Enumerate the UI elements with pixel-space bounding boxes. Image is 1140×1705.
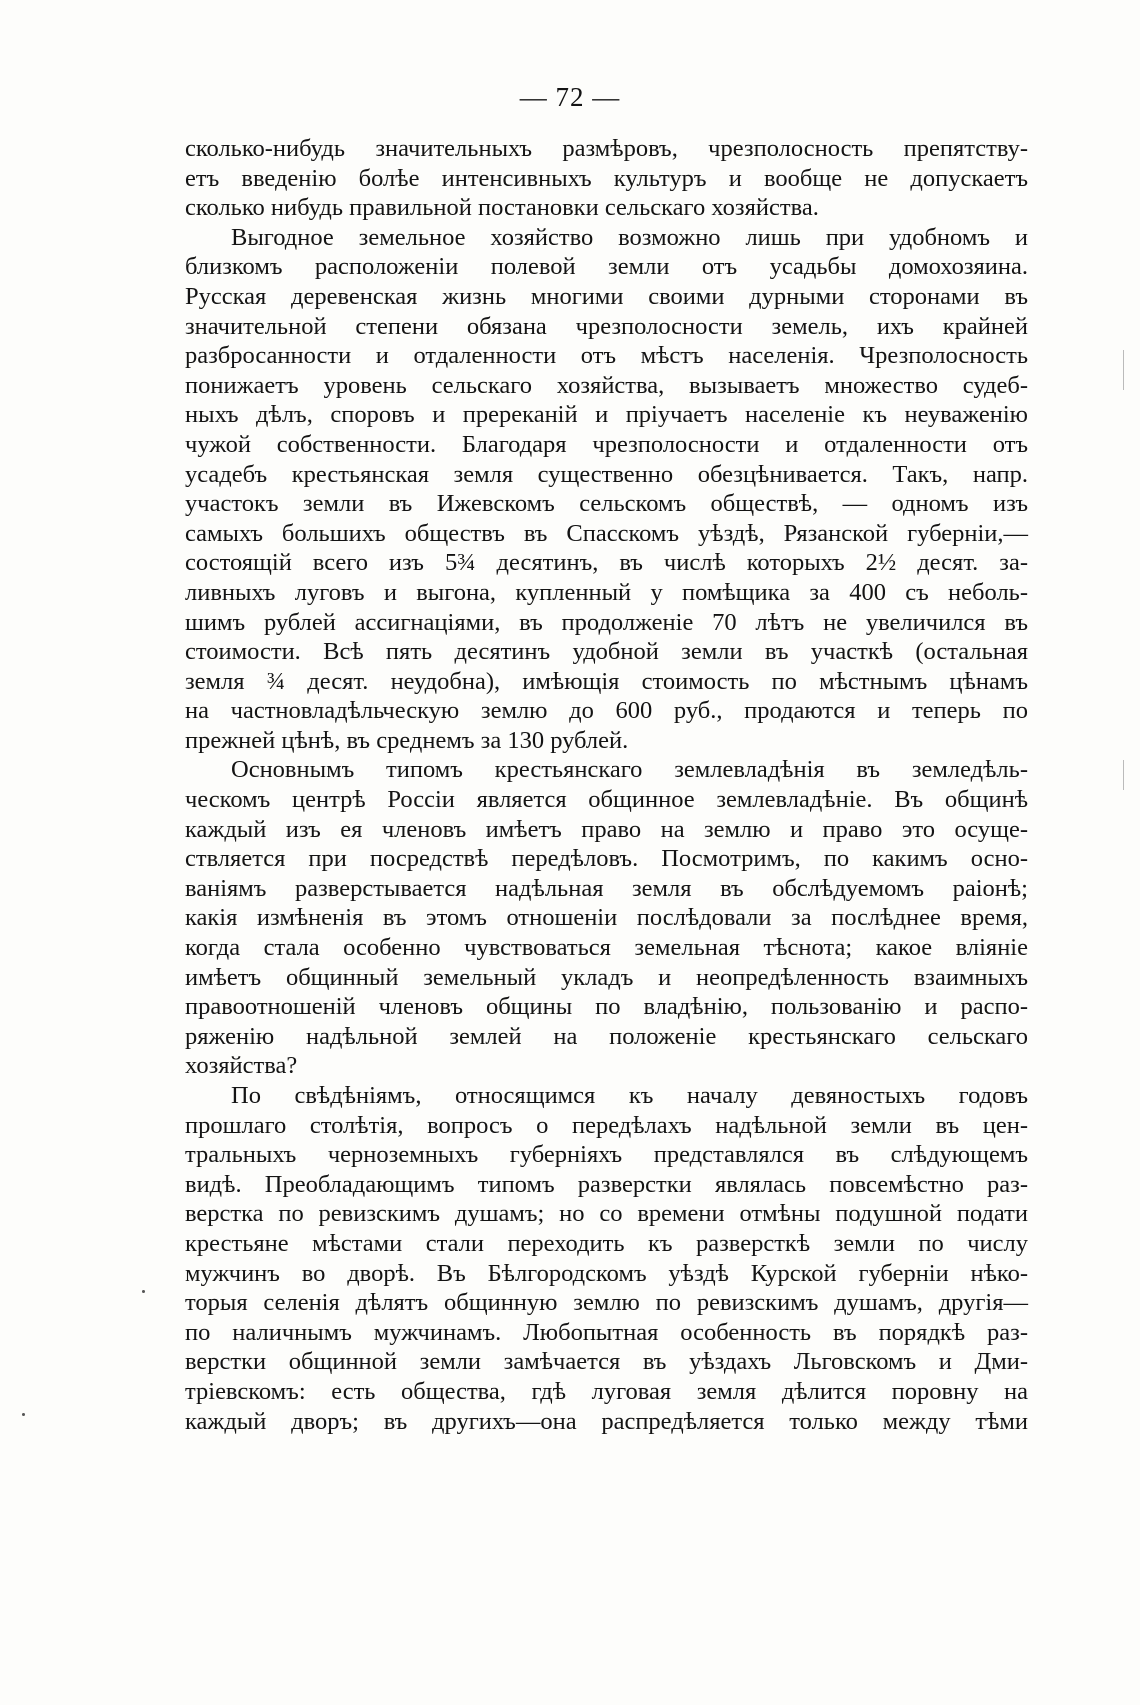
text-line: каждый дворъ; въ другихъ—она распредѣляется только между тѣми [185,1407,1028,1435]
paragraph-3 [185,755,1028,1081]
text-line: земля ¾ десят. неудобна), имѣющія стоимость по мѣстнымъ цѣнамъ [185,667,1028,695]
text-line: усадебъ крестьянская земля существенно обезцѣнивается. Такъ, напр. [185,460,1028,488]
margin-dot [22,1413,25,1416]
body-text [185,134,1028,1436]
text-line: ливныхъ луговъ и выгона, купленный у помѣщика за 400 съ неболь- [185,578,1028,606]
text-line: правоотношеній членовъ общины по владѣнію, пользованію и распо- [185,993,1028,1021]
text-line: каждый изъ ея членовъ имѣетъ право на землю и право это осуще- [185,815,1028,843]
text-line: тральныхъ черноземныхъ губерніяхъ представлялся въ слѣдующемъ [185,1141,1028,1169]
text-line: прошлаго столѣтія, вопросъ о передѣлахъ надѣльной земли въ цен- [185,1111,1028,1139]
text-line: Выгодное земельное хозяйство возможно лишь при удобномъ и [231,223,1028,251]
text-line: ческомъ центрѣ Россіи является общинное землевладѣніе. Въ общинѣ [185,786,1028,814]
text-line: ныхъ дѣлъ, споровъ и пререканій и пріучаетъ населеніе къ неуваженію [185,401,1028,429]
text-line: Основнымъ типомъ крестьянскаго землевладѣнія въ земледѣль- [231,756,1028,784]
text-line: понижаетъ уровень сельскаго хозяйства, вызываетъ множество судеб- [185,371,1028,399]
paragraph-1 [185,134,1028,223]
paragraph-2 [185,223,1028,756]
margin-dot [142,1290,145,1293]
text-line: тріевскомъ: есть общества, гдѣ луговая земля дѣлится поровну на [185,1377,1028,1405]
text-line: ряженію надѣльной землей на положеніе крестьянскаго сельскаго [185,1022,1028,1050]
text-line: какія измѣненія въ этомъ отношеніи послѣдовали за послѣднее время, [185,904,1028,932]
text-line: По свѣдѣніямъ, относящимся къ началу девяностыхъ годовъ [231,1082,1028,1109]
text-line: участокъ земли въ Ижевскомъ сельскомъ обществѣ, — одномъ изъ [185,490,1028,518]
text-line: состоящій всего изъ 5¾ десятинъ, въ числѣ которыхъ 2½ десят. за- [185,549,1028,577]
text-line: значительной степени обязана чрезполосности земель, ихъ крайней [185,312,1028,340]
text-line: самыхъ большихъ обществъ въ Спасскомъ уѣздѣ, Рязанской губерніи,— [185,519,1028,547]
text-line: имѣетъ общинный земельный укладъ и неопредѣленность взаимныхъ [185,963,1028,991]
text-line: стоимости. Всѣ пять десятинъ удобной земли въ участкѣ (остальная [185,638,1028,666]
text-line: мужчинъ во дворѣ. Въ Бѣлгородскомъ уѣздѣ Курской губерніи нѣко- [185,1259,1028,1287]
scan-edge-mark [1123,350,1124,390]
text-line: верстка по ревизскимъ душамъ; но со времени отмѣны подушной подати [185,1200,1028,1228]
text-line: близкомъ расположеніи полевой земли отъ усадьбы домохозяина. [185,253,1028,281]
text-line: хозяйства? [185,1052,298,1080]
text-line: крестьяне мѣстами стали переходить къ разверсткѣ земли по числу [185,1229,1028,1257]
text-line: на частновладѣльческую землю до 600 руб., продаются и теперь по [185,697,1028,725]
paragraph-4 [185,1081,1028,1436]
text-line: шимъ рублей ассигнаціями, въ продолженіе 70 лѣтъ не увеличился въ [185,608,1028,636]
text-line: ствляется при посредствѣ передѣловъ. Посмотримъ, по какимъ осно- [185,845,1028,873]
text-line: етъ введенію болѣе интенсивныхъ культуръ и вообще не допускаетъ [185,164,1028,192]
text-line: Русская деревенская жизнь многими своими дурными сторонами въ [185,282,1028,310]
text-line: прежней цѣнѣ, въ среднемъ за 130 рублей. [185,726,629,754]
text-line: ваніямъ разверстывается надѣльная земля въ обслѣдуемомъ раіонѣ; [185,874,1028,902]
text-line: сколько-нибудь значительныхъ размѣровъ, чрезполосность препятству- [185,135,1028,162]
text-line: чужой собственности. Благодаря чрезполосности и отдаленности отъ [185,430,1028,458]
scan-edge-mark [1123,760,1124,790]
text-line: торыя селенія дѣлятъ общинную землю по ревизскимъ душамъ, другія— [185,1289,1028,1317]
text-line: видѣ. Преобладающимъ типомъ разверстки являлась повсемѣстно раз- [185,1170,1028,1198]
text-line: когда стала особенно чувствоваться земельная тѣснота; какое вліяніе [185,934,1028,962]
text-line: разбросанности и отдаленности отъ мѣстъ населенія. Чрезполосность [185,342,1028,370]
text-line: сколько нибудь правильной постановки сельскаго хозяйства. [185,194,819,222]
page-number: — 72 — [519,82,621,112]
text-line: верстки общинной земли замѣчается въ уѣздахъ Льговскомъ и Дми- [185,1348,1028,1376]
text-line: по наличнымъ мужчинамъ. Любопытная особенность въ порядкѣ раз- [185,1318,1028,1346]
